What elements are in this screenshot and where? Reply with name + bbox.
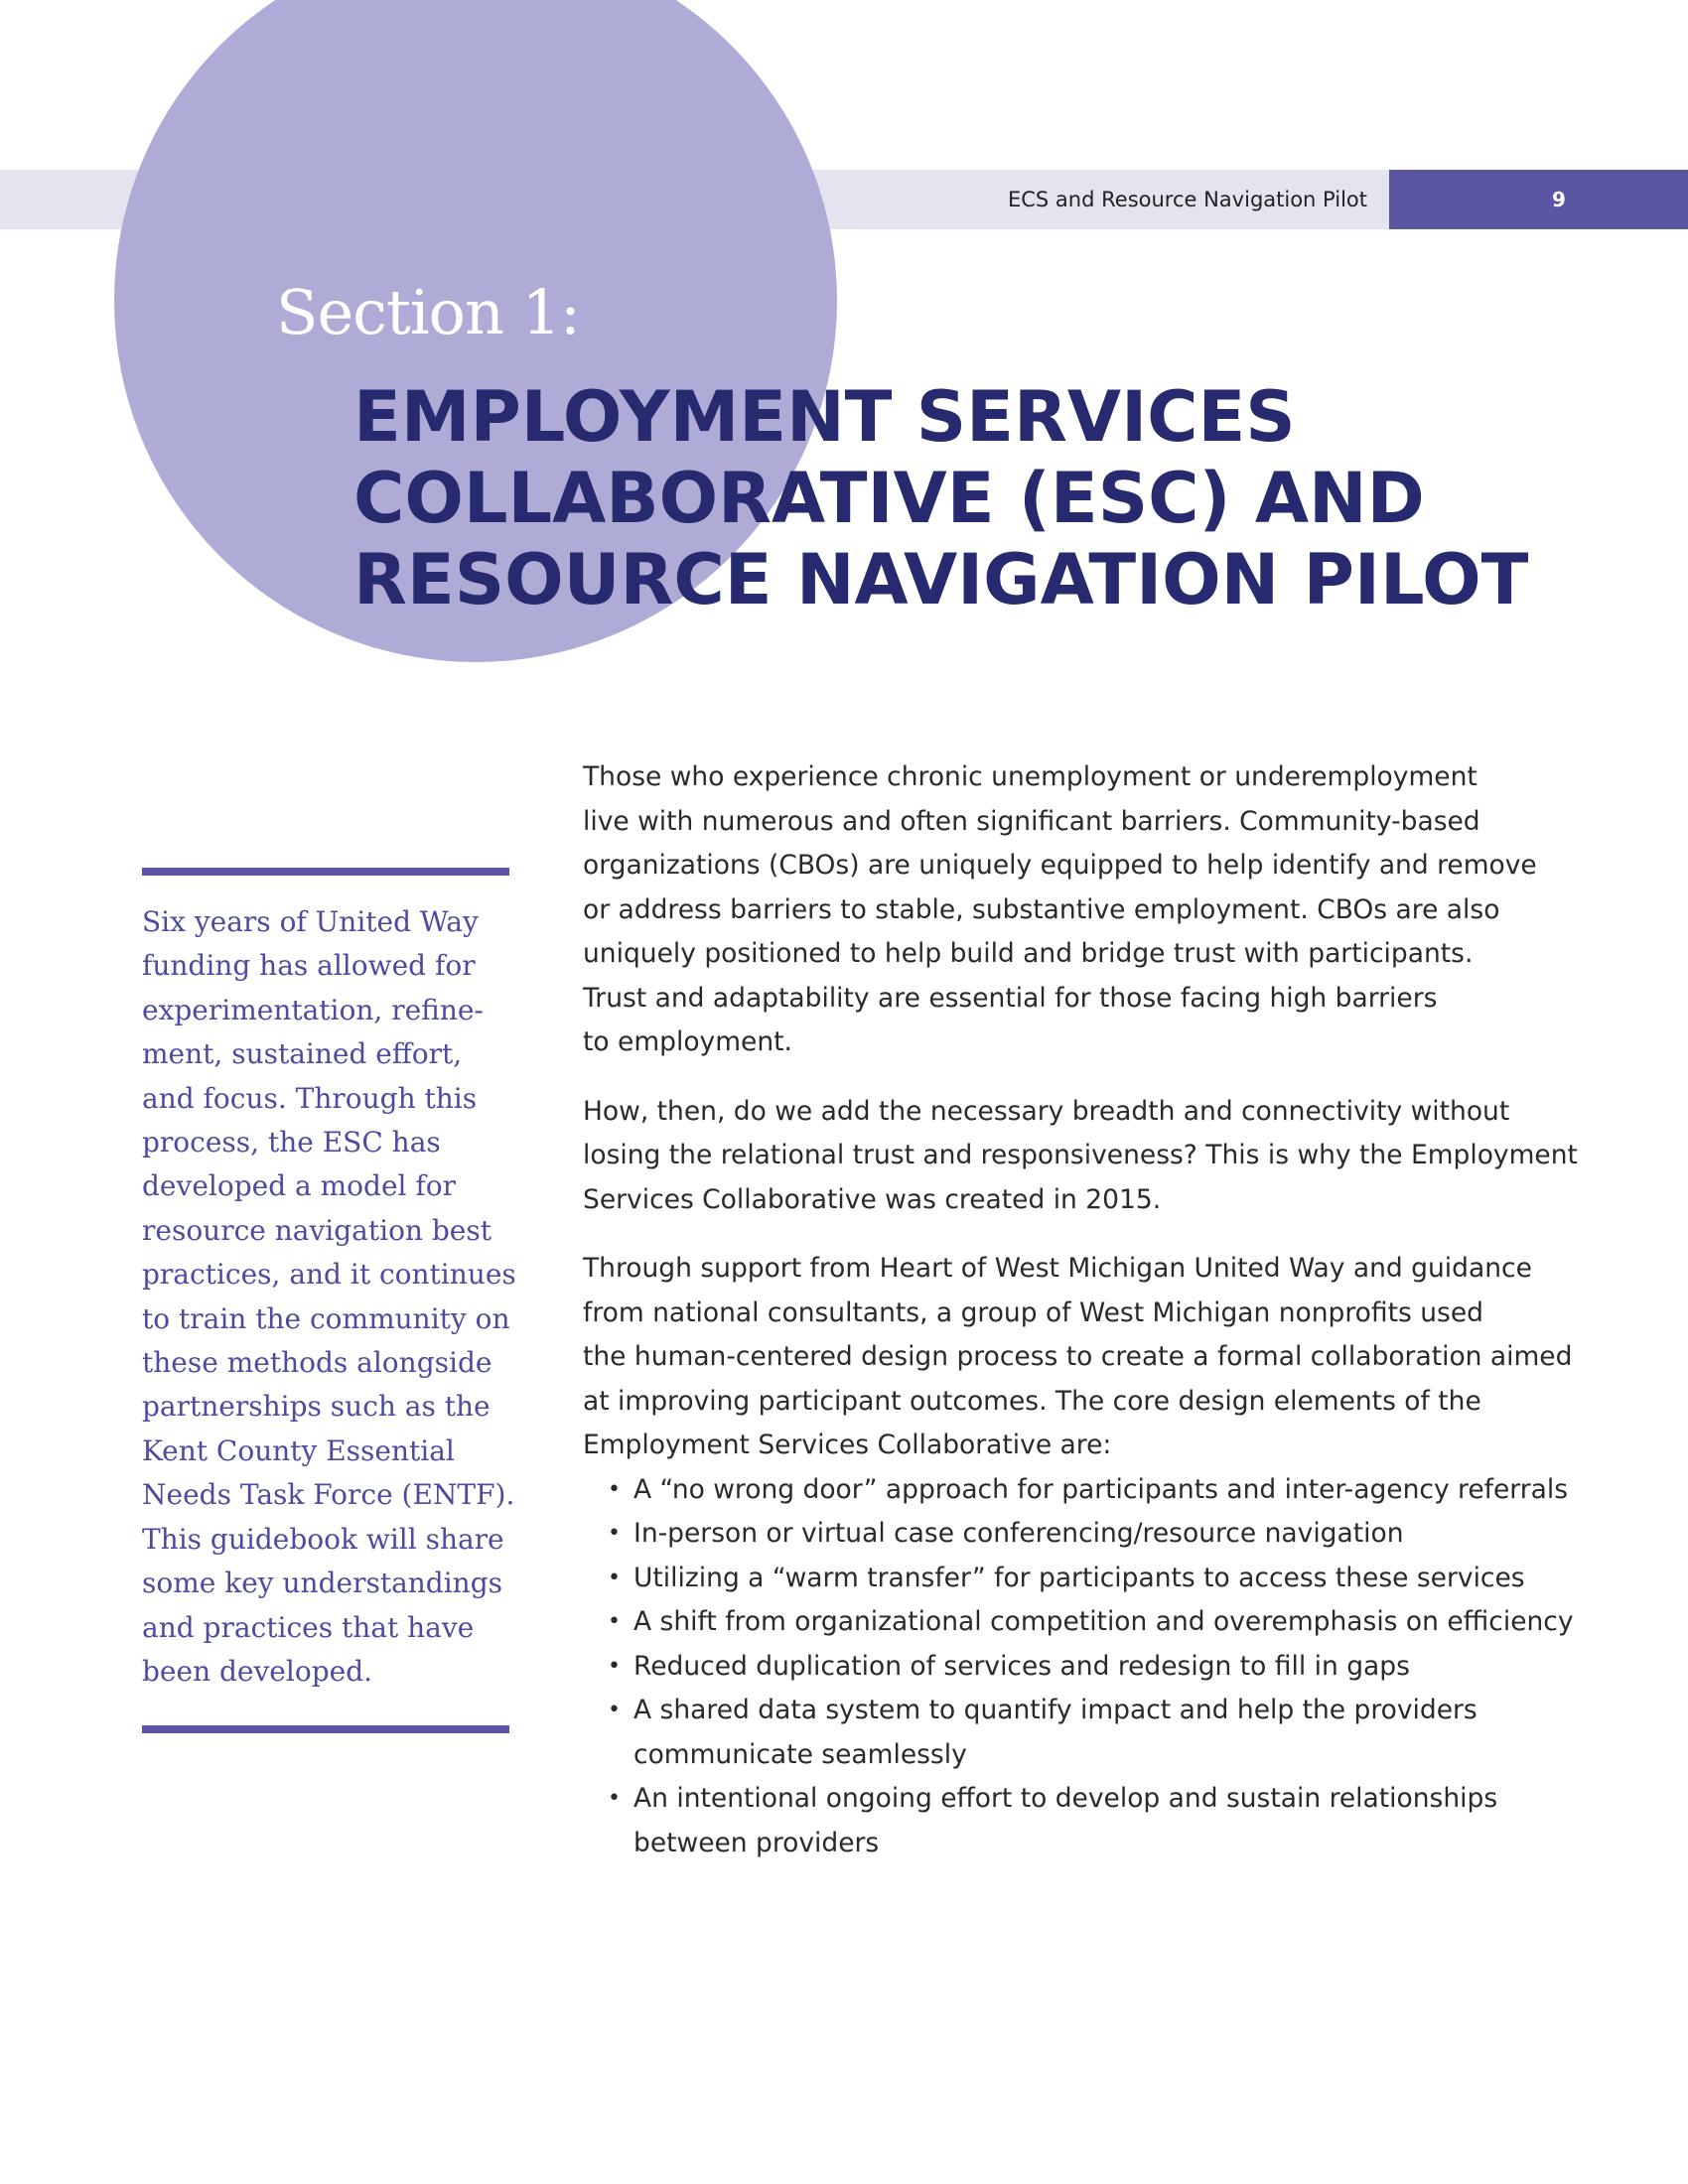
page-title-line: EMPLOYMENT SERVICES (353, 376, 1296, 458)
body-line: How, then, do we add the necessary breadth and connectivity without (583, 1095, 1510, 1127)
body-line: to employment. (583, 1026, 792, 1057)
bullet-icon: • (608, 1476, 621, 1502)
body-line: the human-centered design process to create a formal collaboration aimed (583, 1341, 1573, 1372)
list-item (583, 1600, 1596, 1645)
body-line: Those who experience chronic unemployment or underemployment (583, 761, 1477, 792)
bullet-icon: • (608, 1609, 621, 1634)
callout-line: funding has allowed for (142, 949, 476, 983)
page-title (353, 376, 1644, 620)
body-line: Through support from Heart of West Michigan United Way and guidance (583, 1253, 1532, 1284)
list-item-line: Reduced duplication of services and redesign to fill in gaps (633, 1650, 1410, 1682)
list-item (583, 1777, 1596, 1865)
list-item (583, 1689, 1596, 1777)
body-line: live with numerous and often significant barriers. Community-based (583, 805, 1480, 837)
list-item (583, 1468, 1596, 1513)
list-item (583, 1645, 1596, 1690)
body-paragraph (583, 1247, 1596, 1468)
list-item-line: A shared data system to quantify impact and help the providers (633, 1695, 1477, 1725)
list-item-line: An intentional ongoing effort to develop and sustain relationships (633, 1783, 1498, 1814)
callout-line: experimentation, refine- (142, 993, 484, 1026)
callout-line: resource navigation best (142, 1213, 492, 1247)
bullet-icon: • (608, 1698, 621, 1722)
callout-line: to train the community on (142, 1301, 510, 1335)
callout-line: and focus. Through this (142, 1081, 478, 1115)
running-header-title: ECS and Resource Navigation Pilot (1008, 188, 1367, 211)
callout-line: partnerships such as the (142, 1390, 491, 1424)
callout-line: Needs Task Force (ENTF). (142, 1478, 515, 1512)
body-line: Trust and adaptability are essential for those facing high barriers (583, 982, 1438, 1014)
body-line: organizations (CBOs) are uniquely equipped to help identify and remove (583, 850, 1537, 881)
list-item-line: Utilizing a “warm transfer” for participants to access these services (633, 1562, 1525, 1593)
body-line: Employment Services Collaborative are: (583, 1430, 1112, 1460)
callout-line: Kent County Essential (142, 1433, 455, 1467)
callout-line: been developed. (142, 1654, 373, 1688)
callout-top-rule (142, 868, 509, 876)
body-line: Services Collaborative was created in 2015. (583, 1183, 1162, 1215)
callout-line: practices, and it continues (142, 1258, 516, 1292)
body-paragraph (583, 1090, 1596, 1223)
page-title-line: RESOURCE NAVIGATION PILOT (353, 539, 1529, 620)
section-label: Section 1: (276, 276, 580, 348)
callout-line: some key understandings (142, 1567, 503, 1600)
list-item-line: between providers (633, 1827, 880, 1858)
list-item-line: communicate seamlessly (633, 1738, 967, 1770)
callout-line: ment, sustained effort, (142, 1037, 463, 1071)
page-number: 9 (1552, 188, 1566, 211)
design-elements-list (583, 1468, 1596, 1866)
callout-line: Six years of United Way (142, 905, 479, 938)
bullet-icon: • (608, 1521, 621, 1546)
list-item (583, 1512, 1596, 1557)
callout-bottom-rule (142, 1725, 509, 1733)
list-item-line: In-person or virtual case conferencing/resource navigation (633, 1518, 1404, 1549)
pull-quote-callout (142, 900, 529, 1694)
list-item-line: A “no wrong door” approach for participants and inter-agency referrals (633, 1473, 1569, 1505)
body-line: from national consultants, a group of West Michigan nonprofits used (583, 1297, 1483, 1328)
page-title-line: COLLABORATIVE (ESC) AND (353, 458, 1425, 539)
body-line: losing the relational trust and responsiveness? This is why the Employment (583, 1140, 1578, 1170)
bullet-icon: • (608, 1786, 621, 1811)
callout-line: process, the ESC has (142, 1126, 441, 1160)
bullet-icon: • (608, 1565, 621, 1590)
list-item-line: A shift from organizational competition and overemphasis on efficiency (633, 1606, 1574, 1637)
callout-line: developed a model for (142, 1169, 456, 1203)
callout-line: these methods alongside (142, 1346, 492, 1380)
body-text-column (583, 755, 1596, 1865)
body-paragraph (583, 755, 1596, 1065)
body-line: uniquely positioned to help build and bridge trust with participants. (583, 938, 1474, 969)
body-line: at improving participant outcomes. The core design elements of the (583, 1385, 1481, 1417)
callout-line: This guidebook will share (142, 1522, 504, 1556)
body-line: or address barriers to stable, substantive employment. CBOs are also (583, 893, 1500, 925)
callout-line: and practices that have (142, 1610, 475, 1644)
bullet-icon: • (608, 1653, 621, 1679)
list-item (583, 1557, 1596, 1601)
